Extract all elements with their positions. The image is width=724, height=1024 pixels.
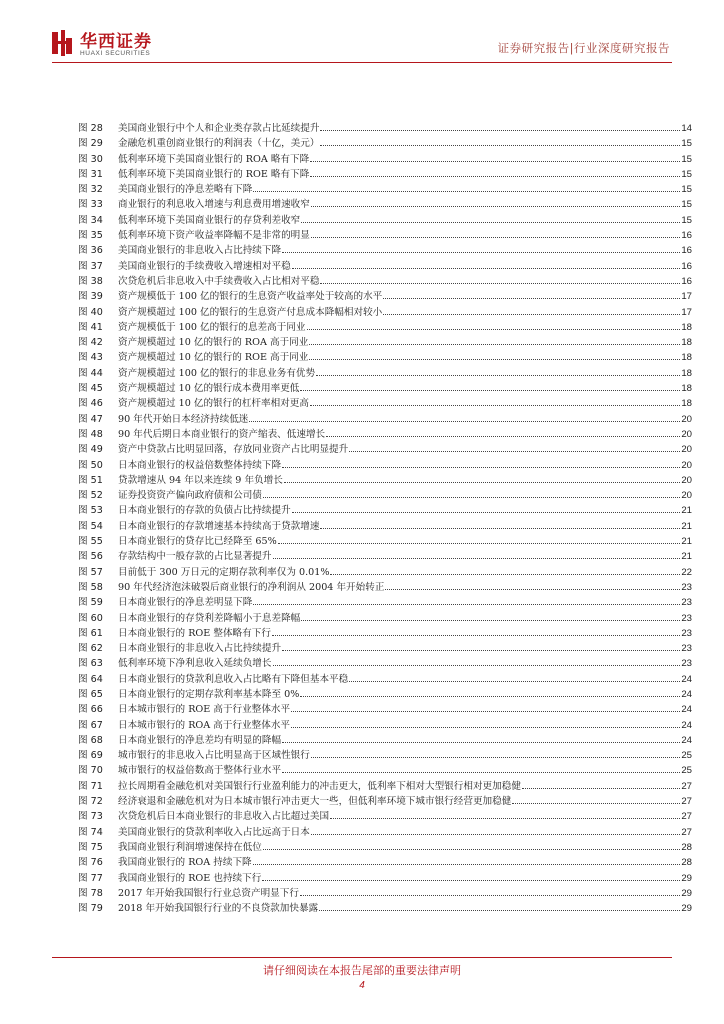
figure-number: 图 49 — [78, 444, 103, 456]
dot-leader — [320, 130, 680, 131]
toc-entry[interactable] — [78, 121, 692, 136]
figure-number: 图 50 — [78, 459, 103, 471]
figure-title: 日本商业银行的 ROE 整体略有下行 — [118, 627, 271, 639]
figure-page-number: 24 — [681, 704, 692, 716]
figure-title: 低利率环境下美国商业银行的存贷利差收窄 — [118, 214, 301, 226]
figure-number: 图 32 — [78, 184, 103, 196]
toc-entry[interactable] — [78, 458, 692, 473]
figure-page-number: 23 — [681, 627, 692, 639]
figure-number: 图 72 — [78, 796, 103, 808]
toc-entry[interactable] — [78, 549, 692, 564]
figure-title: 低利率环境下资产收益率降幅不是非常的明显 — [118, 230, 310, 242]
dot-leader — [320, 528, 680, 529]
figure-title: 低利率环境下净利息收入延续负增长 — [118, 658, 272, 670]
figure-title: 日本商业银行的非息收入占比持续提升 — [118, 643, 282, 655]
toc-entry[interactable] — [78, 794, 692, 809]
figure-page-number: 20 — [681, 444, 692, 456]
dot-leader — [253, 604, 680, 605]
figure-title: 日本商业银行的定期存款利率基本降至 0% — [118, 688, 300, 700]
dot-leader — [349, 451, 680, 452]
dot-leader — [291, 711, 680, 712]
report-type-label: 证券研究报告|行业深度研究报告 — [497, 41, 670, 55]
figure-page-number: 18 — [681, 383, 692, 395]
toc-entry[interactable] — [78, 656, 692, 671]
figure-number: 图 52 — [78, 490, 103, 502]
figure-number: 图 51 — [78, 474, 103, 486]
figure-title: 日本城市银行的 ROE 高于行业整体水平 — [118, 704, 291, 716]
dot-leader — [272, 635, 680, 636]
toc-entry[interactable] — [78, 488, 692, 503]
figure-title: 拉长周期看金融危机对美国银行行业盈利能力的冲击更大，低利率下相对大型银行相对更加稳健 — [118, 780, 521, 792]
figure-number: 图 60 — [78, 612, 103, 624]
dot-leader — [330, 818, 680, 819]
dot-leader — [349, 681, 680, 682]
figure-title: 美国商业银行的贷款利率收入占比远高于日本 — [118, 826, 310, 838]
toc-entry[interactable] — [78, 350, 692, 365]
toc-entry[interactable] — [78, 182, 692, 197]
figure-page-number: 24 — [681, 734, 692, 746]
toc-entry[interactable] — [78, 503, 692, 518]
toc-entry[interactable] — [78, 412, 692, 427]
figure-title: 资产规模低于 100 亿的银行的生息资产收益率处于较高的水平 — [118, 291, 383, 303]
toc-entry[interactable] — [78, 748, 692, 763]
figure-page-number: 16 — [681, 245, 692, 257]
toc-entry[interactable] — [78, 595, 692, 610]
toc-entry[interactable] — [78, 289, 692, 304]
page-header — [0, 0, 724, 70]
toc-entry[interactable] — [78, 396, 692, 411]
figure-title: 证券投资资产偏向政府债和公司债 — [118, 490, 262, 502]
figure-number: 图 41 — [78, 321, 103, 333]
figure-page-number: 21 — [681, 551, 692, 563]
figure-title: 日本商业银行的贷存比已经降至 65% — [118, 536, 277, 548]
toc-entry[interactable] — [78, 809, 692, 824]
figure-number: 图 73 — [78, 811, 103, 823]
figure-title: 美国商业银行的净息差略有下降 — [118, 184, 253, 196]
figure-title: 日本商业银行的贷款利息收入占比略有下降但基本平稳 — [118, 673, 349, 685]
toc-entry[interactable] — [78, 871, 692, 886]
figure-title: 90 年代开始日本经济持续低迷 — [118, 413, 249, 425]
figure-title: 低利率环境下美国商业银行的 ROE 略有下降 — [118, 168, 310, 180]
dot-leader — [253, 864, 681, 865]
figure-page-number: 20 — [681, 459, 692, 471]
dot-leader — [522, 788, 680, 789]
toc-entry[interactable] — [78, 366, 692, 381]
dot-leader — [282, 252, 680, 253]
figure-page-number: 27 — [681, 796, 692, 808]
figure-title: 美国商业银行中个人和企业类存款占比延续提升 — [118, 123, 320, 134]
figure-number: 图 58 — [78, 581, 103, 593]
toc-entry[interactable] — [78, 519, 692, 534]
toc-entry[interactable] — [78, 763, 692, 778]
figure-title: 低利率环境下美国商业银行的 ROA 略有下降 — [118, 153, 310, 165]
dot-leader — [311, 206, 680, 207]
dot-leader — [309, 344, 680, 345]
toc-entry[interactable] — [78, 335, 692, 350]
toc-entry[interactable] — [78, 243, 692, 258]
toc-entry[interactable] — [78, 197, 692, 212]
figure-title: 我国商业银行利润增速保持在低位 — [118, 841, 262, 853]
figure-page-number: 23 — [681, 581, 692, 593]
figure-page-number: 15 — [681, 199, 692, 211]
toc-entry[interactable] — [78, 259, 692, 274]
figure-number: 图 37 — [78, 260, 103, 272]
dot-leader — [319, 910, 680, 911]
page-number: 4 — [359, 980, 365, 991]
toc-entry[interactable] — [78, 886, 692, 901]
figure-title: 经济衰退和金融危机对为日本城市银行冲击更大一些，但低利率环境下城市银行经营更加稳健 — [118, 796, 512, 808]
toc-entry[interactable] — [78, 733, 692, 748]
dot-leader — [282, 650, 680, 651]
toc-entry[interactable] — [78, 381, 692, 396]
figure-number: 图 38 — [78, 275, 103, 287]
dot-leader — [253, 191, 680, 192]
footer-divider — [52, 957, 672, 958]
legal-notice: 请仔细阅读在本报告尾部的重要法律声明 — [263, 964, 461, 977]
dot-leader — [278, 543, 681, 544]
dot-leader — [310, 161, 680, 162]
figure-page-number: 21 — [681, 520, 692, 532]
dot-leader — [300, 696, 680, 697]
toc-entry[interactable] — [78, 213, 692, 228]
figure-title: 日本商业银行的存款的负债占比持续提升 — [118, 505, 291, 517]
toc-entry[interactable] — [78, 901, 692, 916]
toc-entry[interactable] — [78, 228, 692, 243]
dot-leader — [320, 283, 680, 284]
dot-leader — [385, 589, 680, 590]
figure-number: 图 57 — [78, 566, 103, 578]
figure-title: 日本商业银行的净息差均有明显的降幅 — [118, 734, 282, 746]
toc-entry[interactable] — [78, 855, 692, 870]
figure-title: 资产规模超过 10 亿的银行的 ROE 高于同业 — [118, 352, 309, 364]
figure-title: 资产规模超过 10 亿的银行的 ROA 高于同业 — [118, 337, 309, 349]
header-divider — [52, 62, 672, 63]
figure-page-number: 16 — [681, 230, 692, 242]
figure-page-number: 25 — [681, 765, 692, 777]
figure-number: 图 46 — [78, 398, 103, 410]
figure-page-number: 16 — [681, 260, 692, 272]
figure-title: 日本商业银行的净息差明显下降 — [118, 597, 253, 609]
figure-page-number: 18 — [681, 352, 692, 364]
figure-page-number: 17 — [681, 291, 692, 303]
figure-index-list — [78, 121, 692, 916]
figure-title: 资产中贷款占比明显回落，存放同业资产占比明显提升 — [118, 444, 349, 456]
figure-page-number: 25 — [681, 750, 692, 762]
figure-page-number: 20 — [681, 413, 692, 425]
huaxi-logo-icon — [52, 30, 72, 56]
figure-number: 图 64 — [78, 673, 103, 685]
figure-page-number: 23 — [681, 643, 692, 655]
dot-leader — [310, 405, 680, 406]
figure-title: 资产规模超过 100 亿的银行的非息业务有优势 — [118, 367, 316, 379]
figure-page-number: 20 — [681, 490, 692, 502]
figure-number: 图 29 — [78, 138, 103, 150]
figure-page-number: 22 — [681, 566, 692, 578]
figure-title: 日本城市银行的 ROA 高于行业整体水平 — [118, 719, 291, 731]
toc-entry[interactable] — [78, 825, 692, 840]
toc-entry[interactable] — [78, 672, 692, 687]
dot-leader — [310, 176, 680, 177]
figure-title: 金融危机重创商业银行的利润表（十亿，美元） — [118, 138, 320, 150]
figure-number: 图 59 — [78, 597, 103, 609]
dot-leader — [316, 375, 680, 376]
figure-number: 图 28 — [78, 123, 103, 134]
figure-page-number: 27 — [681, 811, 692, 823]
figure-number: 图 78 — [78, 887, 103, 899]
toc-entry[interactable] — [78, 779, 692, 794]
figure-title: 90 年代经济泡沫破裂后商业银行的净利润从 2004 年开始转正 — [118, 581, 385, 593]
toc-entry[interactable] — [78, 611, 692, 626]
figure-page-number: 17 — [681, 306, 692, 318]
toc-entry[interactable] — [78, 473, 692, 488]
dot-leader — [263, 849, 680, 850]
figure-number: 图 70 — [78, 765, 103, 777]
dot-leader — [311, 757, 680, 758]
figure-number: 图 67 — [78, 719, 103, 731]
toc-entry[interactable] — [78, 565, 692, 580]
dot-leader — [292, 268, 681, 269]
toc-entry[interactable] — [78, 718, 692, 733]
figure-number: 图 63 — [78, 658, 103, 670]
logo-text-en: HUAXI SECURITIES — [80, 50, 151, 57]
figure-title: 美国商业银行的手续费收入增速相对平稳 — [118, 260, 291, 272]
figure-page-number: 23 — [681, 597, 692, 609]
dot-leader — [301, 620, 680, 621]
figure-page-number: 23 — [681, 612, 692, 624]
figure-page-number: 15 — [681, 168, 692, 180]
figure-title: 商业银行的利息收入增速与利息费用增速收窄 — [118, 199, 310, 211]
figure-page-number: 29 — [681, 887, 692, 899]
figure-number: 图 44 — [78, 367, 103, 379]
dot-leader — [282, 742, 680, 743]
figure-page-number: 20 — [681, 474, 692, 486]
dot-leader — [309, 359, 680, 360]
figure-title: 贷款增速从 94 年以来连续 9 年负增长 — [118, 474, 283, 486]
toc-entry[interactable] — [78, 305, 692, 320]
toc-entry[interactable] — [78, 136, 692, 151]
figure-title: 2018 年开始我国银行行业的不良贷款加快暴露 — [118, 903, 319, 915]
dot-leader — [326, 436, 680, 437]
figure-title: 城市银行的权益倍数高于整体行业水平 — [118, 765, 282, 777]
figure-title: 我国商业银行的 ROE 也持续下行 — [118, 872, 262, 884]
figure-number: 图 69 — [78, 750, 103, 762]
dot-leader — [300, 895, 680, 896]
figure-title: 资产规模超过 10 亿的银行的杠杆率相对更高 — [118, 398, 309, 410]
figure-title: 美国商业银行的非息收入占比持续下降 — [118, 245, 282, 257]
figure-title: 日本商业银行的权益倍数整体持续下降 — [118, 459, 282, 471]
figure-title: 90 年代后期日本商业银行的资产缩表、低速增长 — [118, 428, 326, 440]
figure-page-number: 23 — [681, 658, 692, 670]
figure-title: 存款结构中一般存款的占比显著提升 — [118, 551, 272, 563]
dot-leader — [320, 145, 680, 146]
dot-leader — [282, 467, 680, 468]
figure-number: 图 47 — [78, 413, 103, 425]
dot-leader — [273, 558, 681, 559]
dot-leader — [311, 237, 680, 238]
toc-entry[interactable] — [78, 641, 692, 656]
toc-entry[interactable] — [78, 687, 692, 702]
toc-entry[interactable] — [78, 274, 692, 289]
figure-title: 日本商业银行的存款增速基本持续高于贷款增速 — [118, 520, 320, 532]
figure-page-number: 27 — [681, 826, 692, 838]
figure-number: 图 39 — [78, 291, 103, 303]
figure-number: 图 54 — [78, 520, 103, 532]
figure-number: 图 66 — [78, 704, 103, 716]
figure-title: 2017 年开始我国银行行业总资产明显下行 — [118, 887, 299, 899]
figure-number: 图 40 — [78, 306, 103, 318]
toc-entry[interactable] — [78, 442, 692, 457]
figure-title: 目前低于 300 万日元的定期存款利率仅为 0.01% — [118, 566, 330, 578]
dot-leader — [311, 834, 680, 835]
figure-page-number: 15 — [681, 184, 692, 196]
dot-leader — [301, 222, 680, 223]
figure-page-number: 15 — [681, 214, 692, 226]
toc-entry[interactable] — [78, 580, 692, 595]
figure-number: 图 45 — [78, 383, 103, 395]
figure-number: 图 65 — [78, 688, 103, 700]
figure-page-number: 28 — [681, 841, 692, 853]
figure-page-number: 21 — [681, 536, 692, 548]
figure-number: 图 56 — [78, 551, 103, 563]
dot-leader — [291, 727, 680, 728]
figure-page-number: 21 — [681, 505, 692, 517]
toc-entry[interactable] — [78, 167, 692, 182]
figure-number: 图 33 — [78, 199, 103, 211]
dot-leader — [273, 665, 681, 666]
dot-leader — [263, 497, 680, 498]
dot-leader — [292, 512, 681, 513]
toc-entry[interactable] — [78, 534, 692, 549]
figure-title: 资产规模低于 100 亿的银行的息差高于同业 — [118, 321, 306, 333]
figure-number: 图 53 — [78, 505, 103, 517]
toc-entry[interactable] — [78, 152, 692, 167]
figure-title: 城市银行的非息收入占比明显高于区域性银行 — [118, 750, 310, 762]
figure-number: 图 30 — [78, 153, 103, 165]
figure-page-number: 27 — [681, 780, 692, 792]
figure-title: 次贷危机后非息收入中手续费收入占比相对平稳 — [118, 275, 320, 287]
figure-number: 图 75 — [78, 841, 103, 853]
figure-page-number: 15 — [681, 138, 692, 150]
dot-leader — [512, 803, 680, 804]
figure-number: 图 35 — [78, 230, 103, 242]
dot-leader — [282, 772, 680, 773]
dot-leader — [262, 880, 680, 881]
figure-page-number: 28 — [681, 857, 692, 869]
toc-entry[interactable] — [78, 702, 692, 717]
logo-text-cn: 华西证券 — [80, 32, 152, 52]
figure-number: 图 34 — [78, 214, 103, 226]
dot-leader — [383, 298, 680, 299]
figure-title: 资产规模超过 100 亿的银行的生息资产付息成本降幅相对较小 — [118, 306, 383, 318]
dot-leader — [249, 421, 680, 422]
figure-page-number: 24 — [681, 673, 692, 685]
figure-page-number: 14 — [681, 123, 692, 134]
figure-number: 图 77 — [78, 872, 103, 884]
figure-number: 图 55 — [78, 536, 103, 548]
figure-number: 图 76 — [78, 857, 103, 869]
figure-page-number: 20 — [681, 428, 692, 440]
figure-title: 资产规模超过 10 亿的银行成本费用率更低 — [118, 383, 300, 395]
toc-entry[interactable] — [78, 320, 692, 335]
figure-page-number: 24 — [681, 688, 692, 700]
figure-number: 图 62 — [78, 643, 103, 655]
figure-title: 日本商业银行的存贷利差降幅小于息差降幅 — [118, 612, 301, 624]
toc-entry[interactable] — [78, 427, 692, 442]
dot-leader — [307, 329, 681, 330]
figure-number: 图 74 — [78, 826, 103, 838]
figure-number: 图 68 — [78, 734, 103, 746]
figure-page-number: 18 — [681, 321, 692, 333]
figure-number: 图 71 — [78, 780, 103, 792]
figure-page-number: 15 — [681, 153, 692, 165]
figure-page-number: 29 — [681, 903, 692, 915]
dot-leader — [284, 482, 681, 483]
figure-number: 图 61 — [78, 627, 103, 639]
figure-title: 我国商业银行的 ROA 持续下降 — [118, 857, 252, 869]
figure-page-number: 24 — [681, 719, 692, 731]
figure-number: 图 48 — [78, 428, 103, 440]
figure-page-number: 16 — [681, 275, 692, 287]
dot-leader — [383, 314, 680, 315]
figure-page-number: 18 — [681, 337, 692, 349]
figure-number: 图 43 — [78, 352, 103, 364]
dot-leader — [330, 574, 680, 575]
dot-leader — [300, 390, 680, 391]
figure-title: 次贷危机后日本商业银行的非息收入占比超过美国 — [118, 811, 330, 823]
figure-number: 图 42 — [78, 337, 103, 349]
figure-page-number: 18 — [681, 367, 692, 379]
toc-entry[interactable] — [78, 840, 692, 855]
figure-number: 图 79 — [78, 903, 103, 915]
figure-page-number: 29 — [681, 872, 692, 884]
figure-page-number: 18 — [681, 398, 692, 410]
toc-entry[interactable] — [78, 626, 692, 641]
figure-number: 图 31 — [78, 168, 103, 180]
figure-number: 图 36 — [78, 245, 103, 257]
